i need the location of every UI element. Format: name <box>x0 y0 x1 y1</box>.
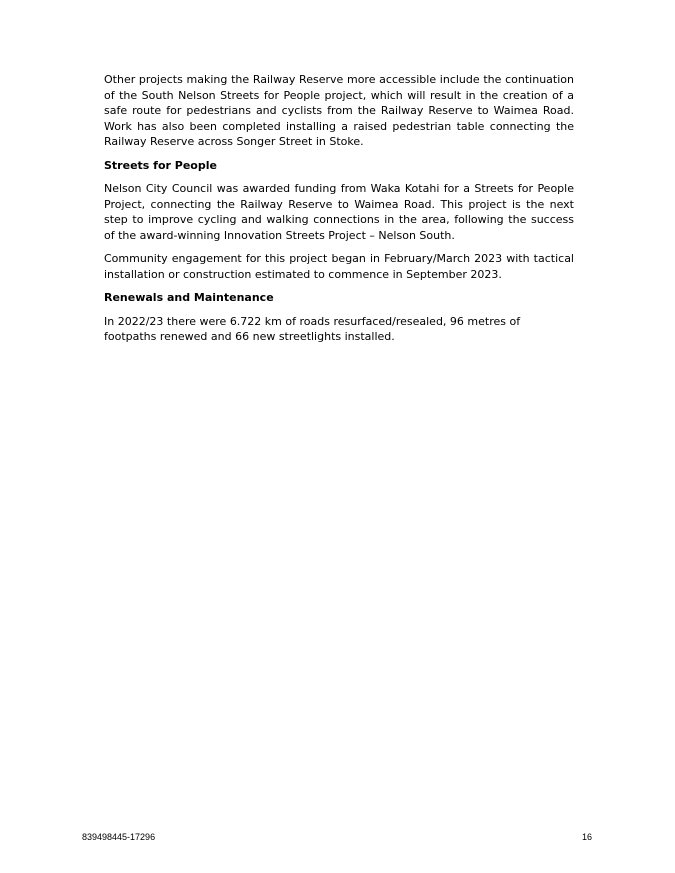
page-body <box>104 72 574 353</box>
paragraph-community-engagement: Community engagement for this project began in February/March 2023 with tactical installation or construction estimated to commence in September 2023. <box>104 252 574 281</box>
heading-renewals-maintenance: Renewals and Maintenance <box>104 291 274 304</box>
footer-page-number: 16 <box>582 832 593 842</box>
paragraph-streets-funding: Nelson City Council was awarded funding from Waka Kotahi for a Streets for People Project, connecting the Railway Reserve to Waimea Road. This project is the next step to improve cycling and walking connections in the area, following the success of the award-winning Innovation Streets Project – Nelson South. <box>104 182 574 242</box>
footer-document-id: 839498445-17296 <box>82 832 156 842</box>
paragraph-renewals: In 2022/23 there were 6.722 km of roads resurfaced/resealed, 96 metres of footpaths renewed and 66 new streetlights installed. <box>104 314 521 343</box>
heading-streets-for-people: Streets for People <box>104 158 217 172</box>
paragraph-railway-reserve: Other projects making the Railway Reserve more accessible include the continuation of the South Nelson Streets for People project, which will result in the creation of a safe route for pedestrians and cyclists from the Railway Reserve to Waimea Road. Work has also been completed installing a raised pedestrian table connecting the Railway Reserve across Songer Street in Stoke. <box>104 73 574 148</box>
